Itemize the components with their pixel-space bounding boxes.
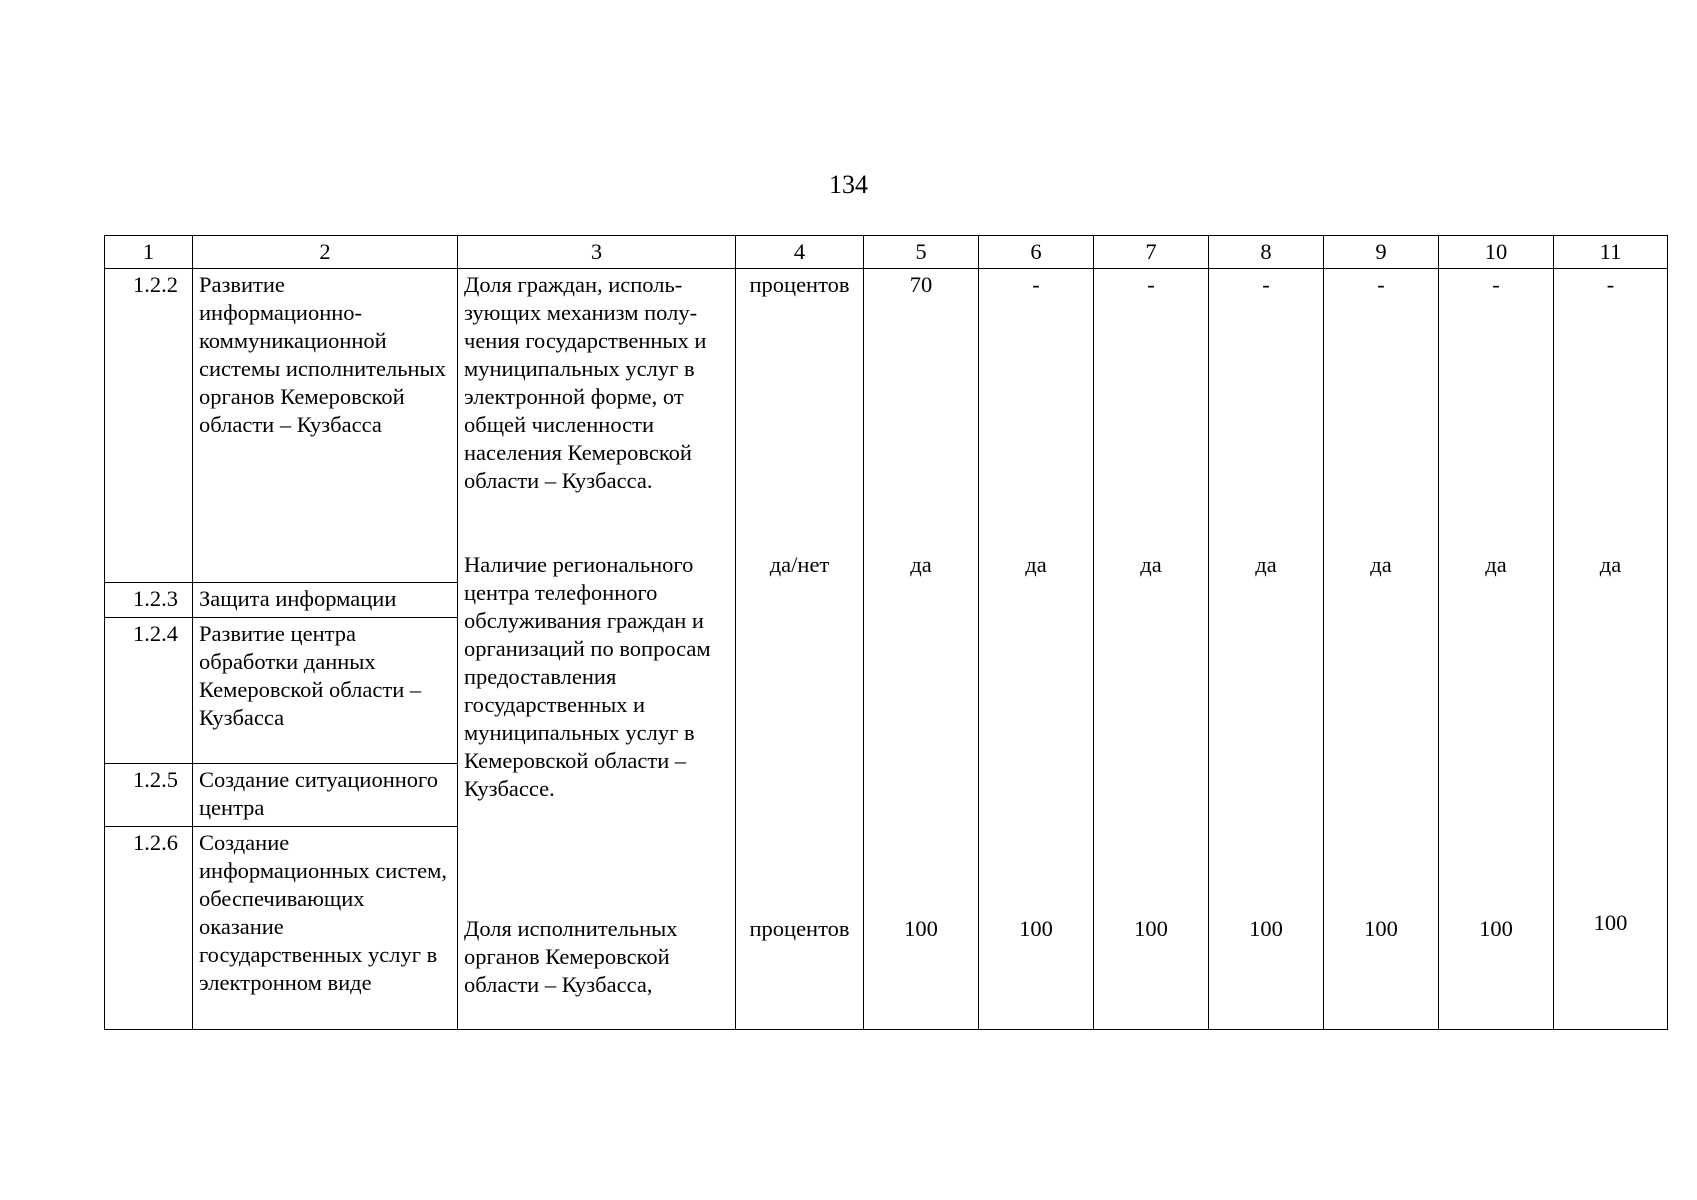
value-cell [1324,269,1439,1030]
indicator-value: да [1140,552,1162,577]
header-cell: 1 [105,236,193,269]
row-number: 1.2.2 [105,269,193,583]
row-name: Создание ситуационного центра [193,764,458,827]
row-name: Развитие центра обработки данных Кемеровской области – Кузбасса [193,618,458,764]
indicator-value: - [1032,272,1040,297]
header-cell: 9 [1324,236,1439,269]
row-name: Развитие информационно-коммуникационной системы исполнительных органов Кемеровской области – Кузбасса [193,269,458,583]
indicator-value: да [1485,552,1507,577]
indicator-value: да [910,552,932,577]
header-cell: 2 [193,236,458,269]
page-number: 134 [829,170,868,199]
row-number: 1.2.3 [105,583,193,618]
indicator-unit: процентов [749,272,850,297]
indicator-value: да [1255,552,1277,577]
header-row [105,236,1668,269]
indicator-value: 70 [909,272,933,297]
header-cell: 7 [1094,236,1209,269]
header-cell: 11 [1554,236,1668,269]
row-name: Создание информационных систем, обеспечивающих оказание государственных услуг в электронном виде [193,827,458,1030]
indicator-value: 100 [1479,916,1513,941]
indicator-text: Наличие регионального центра телефонного обслуживания граждан и организаций по вопросам предоставления государственных и муниципальных услуг в Кемеровской области – Кузбассе. [464,552,711,801]
row-number: 1.2.5 [105,764,193,827]
indicator-table [104,235,1668,1030]
header-cell: 5 [864,236,979,269]
unit-cell [736,269,864,1030]
value-cell [864,269,979,1030]
indicator-unit: процентов [749,916,850,941]
indicator-value: 100 [1249,916,1283,941]
indicator-value: 100 [1134,916,1168,941]
header-cell: 3 [458,236,736,269]
row-name: Защита информации [193,583,458,618]
indicator-value: 100 [1593,910,1628,935]
indicator-value: - [1606,272,1615,297]
indicator-text: Доля граждан, исполь-зующих механизм полу-чения государственных и муниципальных услуг в электронной форме, от общей численности населения Кемеровской области – Кузбасса. [464,272,707,493]
table-row [105,269,1668,583]
indicator-value: да [1599,552,1622,577]
value-cell [1209,269,1324,1030]
header-cell: 6 [979,236,1094,269]
header-cell: 8 [1209,236,1324,269]
indicator-value: 100 [1019,916,1053,941]
row-number: 1.2.6 [105,827,193,1030]
value-cell [979,269,1094,1030]
indicator-value: 100 [1364,916,1398,941]
indicator-text: Доля исполнительных органов Кемеровской области – Кузбасса, [464,916,678,997]
indicator-text-cell [458,269,736,1030]
row-number: 1.2.4 [105,618,193,764]
indicator-value: да [1025,552,1047,577]
indicator-unit: да/нет [769,552,830,577]
header-cell: 10 [1439,236,1554,269]
indicator-value: - [1147,272,1155,297]
header-cell: 4 [736,236,864,269]
indicator-value: - [1377,272,1385,297]
indicator-value: - [1492,272,1500,297]
indicator-value: - [1262,272,1270,297]
indicator-value: да [1370,552,1392,577]
value-cell [1439,269,1554,1030]
indicator-value: 100 [904,916,938,941]
value-cell [1554,269,1668,1030]
value-cell [1094,269,1209,1030]
